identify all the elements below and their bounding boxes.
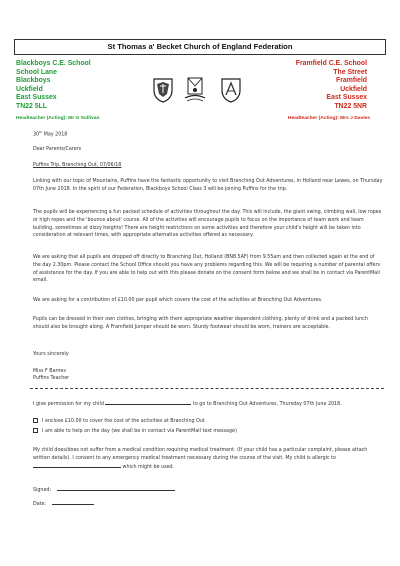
signature-field[interactable] [57,486,175,491]
paragraph-5: Pupils can be dressed in their own clothes, bringing with them appropriate weather dependent clothing, plenty of drink and a packed lunch should also be brought along. A Framfield Jumper should be worn. Sturdy footwear should be worn, trainers are acceptable. [33,317,368,330]
payment-checkbox[interactable] [33,418,38,423]
left-headteacher: Headteacher (Acting): Mr G Sullivan [16,116,100,121]
teacher-role: Puffins Teacher [33,376,70,381]
paragraph-3: We are asking that all pupils are dropped off directly to Branching Out, Holland (BN8 5AF) from 9.55am and then collected again at the end of the day 2.30pm. Please contact the School Office should you have any problems regarding this. We will be requiring a number of parental offers of assistance for the day. If you are able to help out with this please donate on the consent form below and we shall be in contact via ParentMail email. [33,255,380,284]
paragraph-2: The pupils will be experiencing a fun packed schedule of activities throughout the day. This will include, the giant swing, climbing wall, low ropes or high ropes and the 'bounce about' course. All of the activities will encourage pupils to focus on the importance of team work and team building, sometimes at dizzy heights! There are height restrictions on some activities and therefore your child's height will be taken into consideration at relevant times, with appropriate alternative activities offered as necessary. [33,210,382,239]
church-crest-icon [152,77,174,103]
left-school-address: Blackboys C.E. School School Lane Blackboys Uckfield East Sussex TN22 5LL [16,60,91,110]
federation-crest-icon [182,75,208,105]
school-crest-icon [220,77,242,103]
right-school-address: Framfield C.E. School The Street Framfield Uckfield East Sussex TN22 5NR [295,60,367,110]
sign-off: Yours sincerely [33,352,69,357]
help-checkbox[interactable] [33,428,38,433]
allergy-field[interactable] [33,463,121,468]
letter-subject: Puffins Trip, Branching Out, 07/06/18 [33,163,122,168]
option-payment[interactable]: I enclose £10.00 to cover the cost of the activities at Branching Out [33,418,205,426]
medical-statement: My child does/does not suffer from a medical condition requiring medical treatment. (If your child has a particular complaint, please attach written details). I consent to any emergency medical treatment necessary during the course of the visit. My child is allergic to which might be used. [33,448,368,470]
date-line: Date: [33,500,94,509]
option-help[interactable]: I am able to help on the day (we shall be in contact via ParentMail text message) [33,428,237,436]
right-headteacher: Headteacher (Acting): Mrs J Davies [287,116,370,121]
permission-line: I give permission for my child to go to Branching Out Adventures, Thursday 07th June 2018. [33,402,342,407]
paragraph-1: Linking with our topic of Mountains, Puffins have the fantastic opportunity to visit Branching Out Adventures, in Holland near Lewes, on Thursday 07th June 2018. In the spirit of our Federation, Blackboys School Class 3 will be joining Puffins for the trip. [33,179,383,192]
signature-line: Signed: [33,486,175,495]
federation-title: St Thomas a' Becket Church of England Federation [14,39,386,55]
date-field[interactable] [52,500,94,505]
paragraph-4: We are asking for a contribution of £10.00 per pupil which covers the cost of the activities at Branching Out Adventures. [33,298,323,303]
letter-date: 30th May 2018 [33,130,68,138]
child-name-field[interactable] [105,400,191,405]
tear-off-line [30,388,384,389]
teacher-name: Miss F Barnes [33,369,66,374]
salutation: Dear Parents/Carers [33,147,82,152]
